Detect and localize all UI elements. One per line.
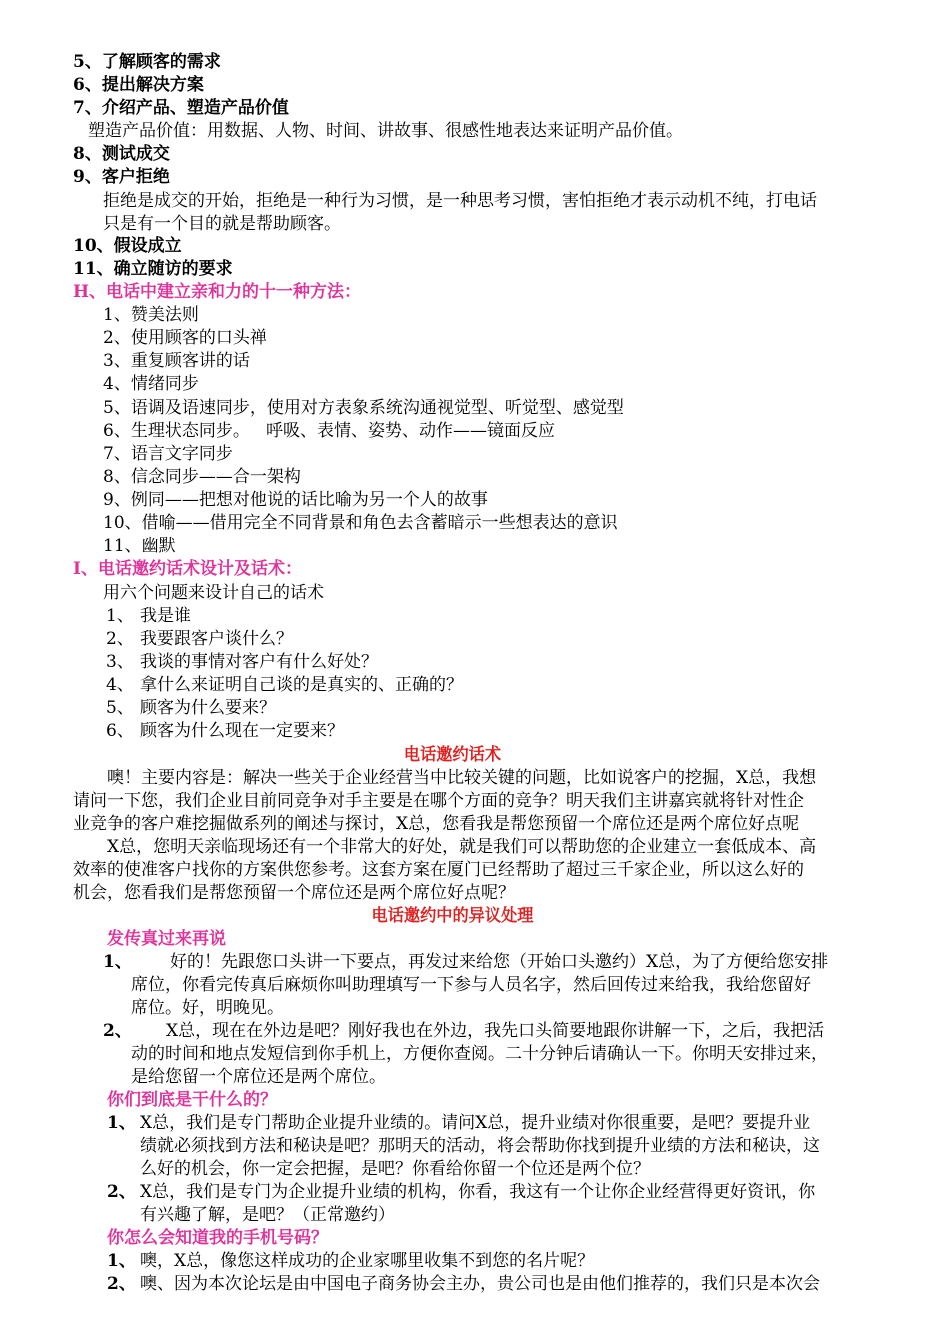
section-h-item: 6、生理状态同步。 呼吸、表情、姿势、动作——镜面反应 xyxy=(103,421,556,441)
objection-number: 2、 xyxy=(103,1021,132,1041)
script-line: 机会，您看我们是帮您预留一个席位还是两个席位好点呢？ xyxy=(73,883,515,903)
list-item-8: 8、测试成交 xyxy=(73,144,170,164)
objection-line: X总，现在在外边是吧？刚好我也在外边，我先口头简要地跟你讲解一下，之后，我把活 xyxy=(166,1021,825,1041)
question-number: 3、 xyxy=(106,652,134,672)
objection-number: 1、 xyxy=(103,952,132,972)
objection-line: 是给您留一个席位还是两个席位。 xyxy=(131,1067,386,1087)
question-number: 2、 xyxy=(106,629,134,649)
section-h-item: 1、赞美法则 xyxy=(103,305,199,325)
objection-line: 噢、因为本次论坛是由中国电子商务协会主办，贵公司也是由他们推荐的，我们只是本次会 xyxy=(140,1274,820,1294)
objection-number: 2、 xyxy=(107,1182,136,1202)
question-text: 拿什么来证明自己谈的是真实的、正确的？ xyxy=(140,675,463,695)
list-item-11: 11、确立随访的要求 xyxy=(73,259,233,279)
objection-line: 动的时间和地点发短信到你手机上，方便你查阅。二十分钟后请确认一下。你明天安排过来， xyxy=(131,1044,828,1064)
section-h-item: 8、信念同步——合一架构 xyxy=(103,467,301,487)
objection-line: X总，我们是专门帮助企业提升业绩的。请问X总，提升业绩对你很重要，是吧？要提升业 xyxy=(140,1113,811,1133)
objection-fax-heading: 发传真过来再说 xyxy=(107,929,226,949)
question-number: 6、 xyxy=(106,721,134,741)
objection-what-heading: 你们到底是干什么的？ xyxy=(107,1090,277,1110)
section-h-item: 9、例同——把想对他说的话比喻为另一个人的故事 xyxy=(103,490,488,510)
list-item-10: 10、假设成立 xyxy=(73,236,182,256)
section-i-heading: I、电话邀约话术设计及话术： xyxy=(73,559,302,579)
objection-title: 电话邀约中的异议处理 xyxy=(371,906,534,926)
question-number: 5、 xyxy=(106,698,134,718)
script-line: 效率的使准客户找你的方案供您参考。这套方案在厦门已经帮助了超过三千家企业，所以这么好的 xyxy=(73,860,804,880)
list-item-5: 5、了解顾客的需求 xyxy=(73,52,221,72)
section-h-heading: H、电话中建立亲和力的十一种方法： xyxy=(73,282,362,302)
question-text: 我是谁 xyxy=(140,606,191,626)
objection-line: 好的！先跟您口头讲一下要点，再发过来给您（开始口头邀约）X总，为了方便给您安排 xyxy=(170,952,829,972)
script-line: 请问一下您，我们企业目前同竞争对手主要是在哪个方面的竞争？明天我们主讲嘉宾就将针对性企 xyxy=(73,791,804,811)
rejection-note-line-2: 只是有一个目的就是帮助顾客。 xyxy=(103,214,341,234)
section-h-item: 10、借喻——借用完全不同背景和角色去含蓄暗示一些想表达的意识 xyxy=(103,513,618,533)
question-text: 顾客为什么要来？ xyxy=(140,698,276,718)
question-text: 顾客为什么现在一定要来？ xyxy=(140,721,344,741)
question-text: 我要跟客户谈什么？ xyxy=(140,629,293,649)
script-title: 电话邀约话术 xyxy=(403,745,502,765)
script-line: X总，您明天亲临现场还有一个非常大的好处，就是我们可以帮助您的企业建立一套低成本、高 xyxy=(107,837,817,857)
section-h-item: 3、重复顾客讲的话 xyxy=(103,351,250,371)
objection-number: 1、 xyxy=(107,1113,136,1133)
objection-line: X总，我们是专门为企业提升业绩的机构，你看，我这有一个让你企业经营得更好资讯，你 xyxy=(140,1182,816,1202)
objection-line: 噢，X总，像您这样成功的企业家哪里收集不到您的名片呢？ xyxy=(140,1251,595,1271)
list-item-9: 9、客户拒绝 xyxy=(73,167,170,187)
objection-line: 有兴趣了解，是吧？（正常邀约） xyxy=(140,1205,395,1225)
question-text: 我谈的事情对客户有什么好处？ xyxy=(140,652,378,672)
list-item-7: 7、介绍产品、塑造产品价值 xyxy=(73,98,289,118)
section-h-item: 7、语言文字同步 xyxy=(103,444,233,464)
script-line: 噢！主要内容是：解决一些关于企业经营当中比较关键的问题，比如说客户的挖掘，X总，我想 xyxy=(107,768,817,788)
objection-number: 1、 xyxy=(107,1251,136,1271)
objection-line: 席位。好，明晚见。 xyxy=(131,998,284,1018)
section-h-item: 4、情绪同步 xyxy=(103,374,199,394)
section-h-item: 11、幽默 xyxy=(103,536,176,556)
rejection-note-line-1: 拒绝是成交的开始，拒绝是一种行为习惯，是一种思考习惯，害怕拒绝才表示动机不纯，打电话 xyxy=(103,191,817,211)
list-item-6: 6、提出解决方案 xyxy=(73,75,204,95)
shape-value-note: 塑造产品价值：用数据、人物、时间、讲故事、很感性地表达来证明产品价值。 xyxy=(88,121,683,141)
objection-line: 么好的机会，你一定会把握，是吧？你看给你留一个位还是两个位？ xyxy=(140,1159,650,1179)
objection-phone-heading: 你怎么会知道我的手机号码？ xyxy=(107,1228,328,1248)
section-h-item: 2、使用顾客的口头禅 xyxy=(103,328,267,348)
objection-line: 席位，你看完传真后麻烦你叫助理填写一下参与人员名字，然后回传过来给我，我给您留好 xyxy=(131,975,811,995)
question-number: 4、 xyxy=(106,675,134,695)
section-h-item: 5、语调及语速同步，使用对方表象系统沟通视觉型、听觉型、感觉型 xyxy=(103,398,624,418)
script-line: 业竞争的客户难挖掘做系列的阐述与探讨，X总，您看我是帮您预留一个席位还是两个席位好点呢 xyxy=(73,814,800,834)
question-number: 1、 xyxy=(106,606,134,626)
section-i-intro: 用六个问题来设计自己的话术 xyxy=(103,583,324,603)
objection-number: 2、 xyxy=(107,1274,136,1294)
objection-line: 绩就必须找到方法和秘诀是吧？那明天的活动，将会帮助你找到提升业绩的方法和秘诀，这 xyxy=(140,1136,820,1156)
